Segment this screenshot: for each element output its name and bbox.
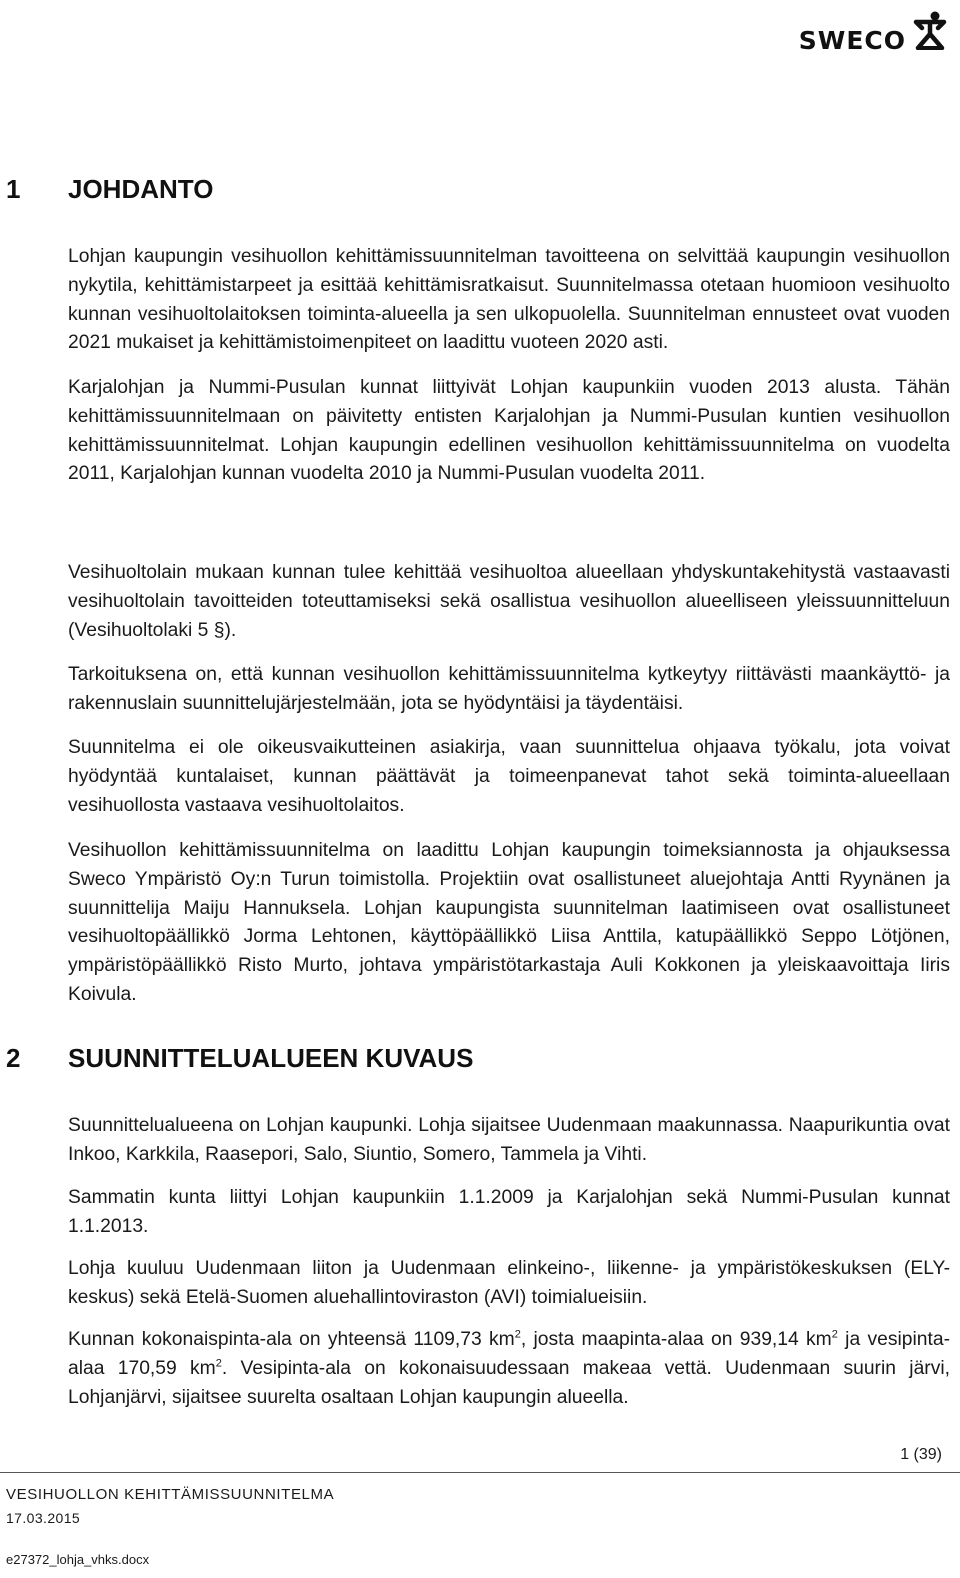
paragraph: Sammatin kunta liittyi Lohjan kaupunkiin 1.1.2009 ja Karjalohjan sekä Nummi-Pusulan kunnat 1.1.2013. [68, 1187, 950, 1237]
sweco-figure-icon [912, 10, 948, 55]
section-1-heading [6, 174, 213, 205]
sweco-logo [799, 10, 948, 55]
section-number: 2 [6, 1043, 21, 1073]
paragraph: Suunnittelualueena on Lohjan kaupunki. Lohja sijaitsee Uudenmaan maakunnassa. Naapurikuntia ovat Inkoo, Karkkila, Raasepori, Salo, Siuntio, Somero, Tammela ja Vihti. [68, 1115, 950, 1165]
paragraph: Lohjan kaupungin vesihuollon kehittämissuunnitelman tavoitteena on selvittää kaupungin vesihuollon nykytila, kehittämistarpeet ja esittää kehittämisratkaisut. Suunnitelmassa otetaan huomioon vesihuolto kunnan vesihuoltolaitoksen toiminta-alueella ja sen ulkopuolella. Suunnitelman ennusteet ovat vuoden 2021 mukaiset ja kehittämistoimenpiteet on laadittu vuoteen 2020 asti. [68, 246, 950, 354]
footer-divider [0, 1472, 960, 1473]
paragraph: Vesihuollon kehittämissuunnitelma on laadittu Lohjan kaupungin toimeksiannosta ja ohjauksessa Sweco Ympäristö Oy:n Turun toimistolla. Projektiin ovat osallistuneet aluejohtaja Antti Ryynänen ja suunnittelija Maiju Hannuksela. Lohjan kaupungista suunnitelman laatimiseen ovat osallistuneet vesihuoltopäällikkö Jorma Lehtonen, käyttöpäällikkö Liisa Anttila, katupäällikkö Seppo Lötjönen, ympäristöpäällikkö Risto Murto, johtava ympäristötarkastaja Auli Kokkonen ja yleiskaavoittaja Iiris Koivula. [68, 840, 950, 1005]
paragraph: Vesihuoltolain mukaan kunnan tulee kehittää vesihuoltoa alueellaan yhdyskuntakehitystä vastaavasti vesihuoltolain tavoitteiden toteuttamiseksi sekä osallistua vesihuollon alueelliseen yleissuunnitteluun (Vesihuoltolaki 5 §). [68, 562, 950, 641]
logo-text: SWECO [798, 26, 906, 55]
footer-document-title: VESIHUOLLON KEHITTÄMISSUUNNITELMA [6, 1486, 335, 1503]
footer-filename: e27372_lohja_vhks.docx [6, 1552, 150, 1567]
paragraph: Lohja kuuluu Uudenmaan liiton ja Uudenmaan elinkeino-, liikenne- ja ympäristökeskuksen (ELY-keskus) sekä Etelä-Suomen aluehallintoviraston (AVI) toimialueisiin. [68, 1258, 950, 1308]
paragraph: Karjalohjan ja Nummi-Pusulan kunnat liittyivät Lohjan kaupunkiin vuoden 2013 alusta. Tähän kehittämissuunnitelmaan on päivitetty entisten Karjalohjan ja Nummi-Pusulan kuntien vesihuollon kehittämissuunnitelmat. Lohjan kaupungin edellinen vesihuollon kehittämissuunnitelma on vuodelta 2011, Karjalohjan kunnan vuodelta 2010 ja Nummi-Pusulan vuodelta 2011. [68, 377, 950, 485]
area-paragraph: Kunnan kokonaispinta-ala on yhteensä 1109,73 $km^2$, josta maapinta-alaa on 939,14 $km^2$ ja vesipinta-alaa 170,59 $km^2$. Vesipinta-ala on kokonaisuudessaan makeaa vettä. Uudenmaan suurin järvi, Lohjanjärvi, sijaitsee suurelta osaltaan Lohjan kaupungin alueella. [68, 1328, 951, 1408]
paragraph: Tarkoituksena on, että kunnan vesihuollon kehittämissuunnitelma kytkeytyy riittävästi maankäyttö- ja rakennuslain suunnittelujärjestelmään, jota se hyödyntäisi ja täydentäisi. [68, 664, 950, 714]
page-number: 1 (39) [900, 1446, 942, 1463]
section-title: SUUNNITTELUALUEEN KUVAUS [68, 1043, 474, 1073]
footer-date: 17.03.2015 [6, 1510, 81, 1526]
section-2-heading [6, 1043, 473, 1074]
section-number: 1 [6, 174, 21, 204]
paragraph: Suunnitelma ei ole oikeusvaikutteinen asiakirja, vaan suunnittelua ohjaava työkalu, jota voivat hyödyntää kuntalaiset, kunnan päättävät ja toimeenpanevat tahot sekä toiminta-alueellaan vesihuollosta vastaava vesihuoltolaitos. [68, 737, 950, 816]
section-title: JOHDANTO [68, 174, 214, 204]
